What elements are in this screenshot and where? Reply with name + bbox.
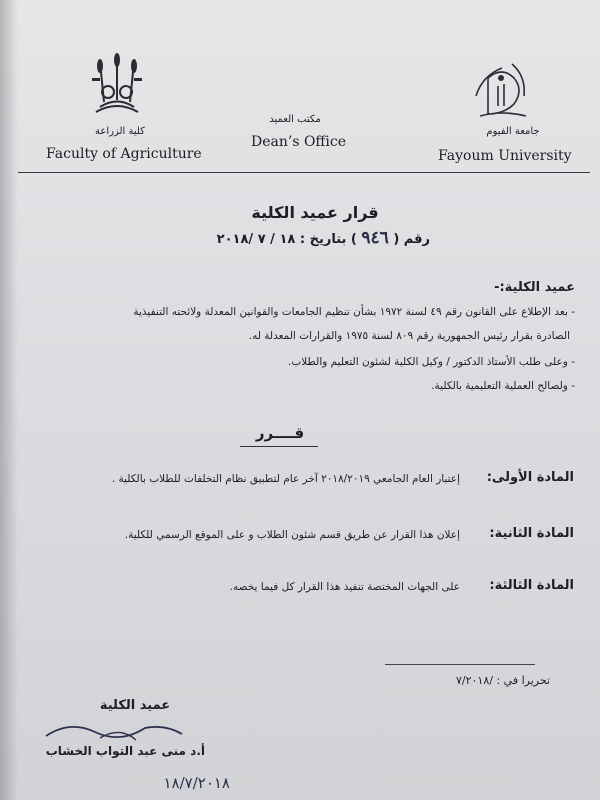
- decision-number-line: [140, 228, 430, 254]
- faculty-name-en: Faculty of Agriculture: [46, 146, 202, 162]
- decides-underline: [240, 446, 318, 447]
- decides-text: قــــرر: [255, 424, 305, 442]
- written-date-line: [380, 674, 550, 687]
- number-label: رقم (: [393, 232, 430, 247]
- article-2-text: إعلان هذا القرار عن طريق قسم شئون الطلاب و على الموقع الرسمي للكلية.: [124, 529, 460, 541]
- article-2-label: المادة الثانية:: [489, 526, 574, 541]
- faculty-name-ar: كلية الزراعة: [95, 126, 145, 137]
- date-label: ) بتاريخ :: [299, 232, 357, 247]
- page-edge-shadow: [0, 0, 18, 800]
- header-divider: [18, 172, 590, 173]
- article-1-label: المادة الأولى:: [486, 470, 574, 485]
- opening-line: عميد الكلية:-: [494, 280, 575, 295]
- university-name-ar: جامعة الفيوم: [486, 126, 540, 137]
- date-rule: [385, 664, 535, 665]
- signatory-title: عميد الكلية: [99, 698, 171, 713]
- preamble-1: - بعد الإطلاع على القانون رقم ٤٩ لسنة ١٩٧٢ بشأن تنظيم الجامعات والقوانين المعدلة ولائحته التنفيذية: [133, 306, 575, 318]
- written-label: تحريرا في :: [496, 674, 550, 687]
- handwritten-number: ٩٤٦: [361, 228, 389, 248]
- preamble-3: - ولصالح العملية التعليمية بالكلية.: [431, 380, 575, 392]
- office-name-en: Dean’s Office: [251, 134, 346, 150]
- article-3-text: على الجهات المختصة تنفيذ هذا القرار كل فيما يخصه.: [229, 581, 460, 593]
- preamble-1-continued: الصادرة بقرار رئيس الجمهورية رقم ٨٠٩ لسنة ١٩٧٥ والقرارات المعدلة له.: [248, 330, 570, 342]
- handwritten-signature-icon: [40, 718, 190, 744]
- date-value: ١٨ / ٧ /٢٠١٨: [216, 232, 296, 247]
- faculty-of-agriculture-logo-icon: [86, 52, 148, 118]
- article-3-label: المادة الثالثة:: [489, 578, 574, 593]
- fayoum-university-logo-icon: [468, 56, 536, 122]
- preamble-2: - وعلى طلب الأستاذ الدكتور / وكيل الكلية لشئون التعليم والطلاب.: [288, 356, 575, 368]
- handwritten-date: ١٨/٧/٢٠١٨: [163, 774, 230, 792]
- written-date: /٧/٢٠١٨: [455, 674, 493, 687]
- office-name-ar: مكتب العميد: [269, 114, 321, 125]
- university-name-en: Fayoum University: [438, 148, 572, 164]
- article-1-text: إعتبار العام الجامعي ٢٠١٨/٢٠١٩ آخر عام لتطبيق نظام التخلفات للطلاب بالكلية .: [111, 473, 460, 485]
- signatory-name: أ.د منى عبد التواب الخشاب: [45, 744, 205, 758]
- decides-heading: [225, 424, 335, 442]
- decision-title: قرار عميد الكلية: [251, 203, 379, 222]
